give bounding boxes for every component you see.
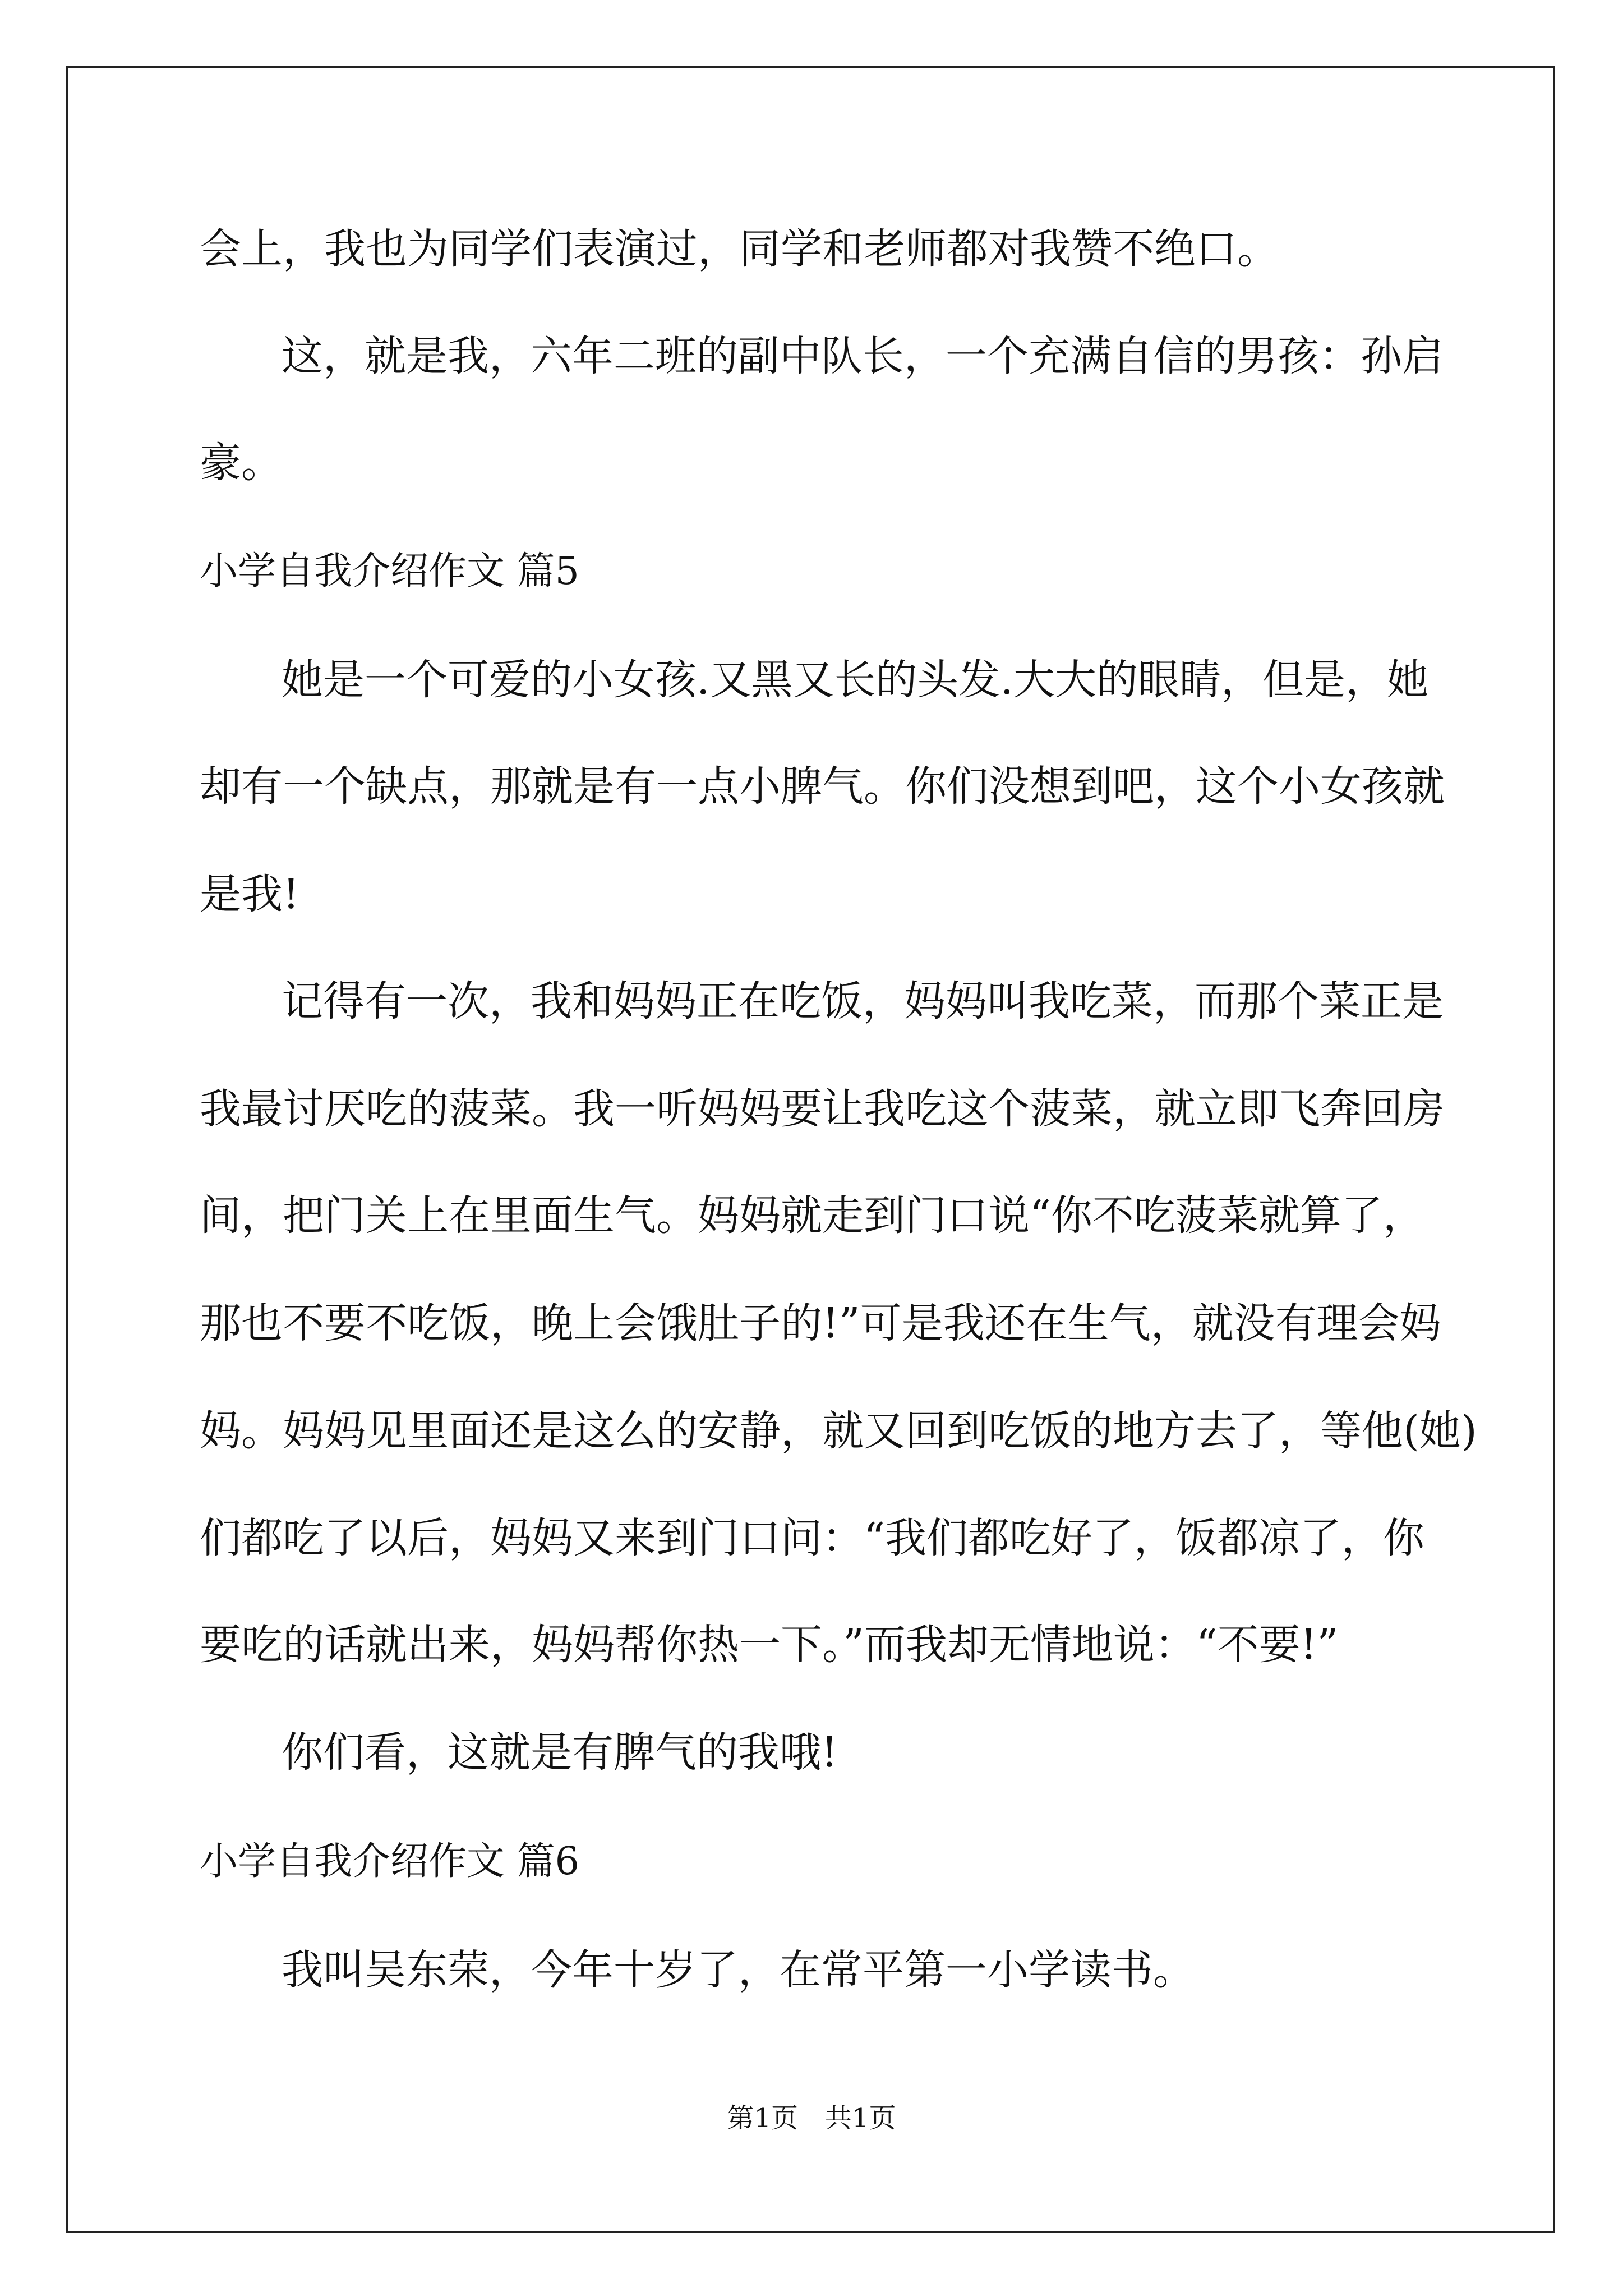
text-line: 妈。妈妈见里面还是这么的安静，就又回到吃饭的地方去了，等他(她) — [200, 1407, 1477, 1455]
text-line: 那也不要不吃饭，晚上会饿肚子的!”可是我还在生气，就没有理会妈 — [200, 1299, 1441, 1347]
text-line: 要吃的话就出来，妈妈帮你热一下。”而我却无情地说：“不要!” — [200, 1621, 1339, 1669]
text-line: 豪。 — [200, 439, 283, 487]
text-line: 我最讨厌吃的菠菜。我一听妈妈要让我吃这个菠菜，就立即飞奔回房 — [200, 1085, 1445, 1133]
section-heading: 小学自我介绍作文 篇6 — [200, 1839, 579, 1884]
page-footer: 第1页 共1页 — [727, 2102, 896, 2134]
text-line: 我叫吴东荣，今年十岁了，在常平第一小学读书。 — [282, 1946, 1195, 1994]
text-line: 是我! — [200, 870, 299, 918]
section-heading: 小学自我介绍作文 篇5 — [200, 549, 579, 593]
text-line: 们都吃了以后，妈妈又来到门口问：“我们都吃好了，饭都凉了，你 — [200, 1514, 1424, 1562]
page-border — [66, 66, 1555, 2233]
text-line: 你们看，这就是有脾气的我哦! — [282, 1728, 838, 1777]
text-line: 会上，我也为同学们表演过，同学和老师都对我赞不绝口。 — [200, 225, 1279, 273]
text-line: 她是一个可爱的小女孩.又黑又长的头发.大大的眼睛，但是，她 — [282, 656, 1429, 704]
text-line: 这，就是我，六年二班的副中队长，一个充满自信的男孩：孙启 — [282, 332, 1444, 380]
text-line: 却有一个缺点，那就是有一点小脾气。你们没想到吧，这个小女孩就 — [200, 762, 1445, 811]
text-line: 间，把门关上在里面生气。妈妈就走到门口说“你不吃菠菜就算了， — [200, 1191, 1424, 1240]
text-line: 记得有一次，我和妈妈正在吃饭，妈妈叫我吃菜，而那个菜正是 — [282, 977, 1444, 1025]
